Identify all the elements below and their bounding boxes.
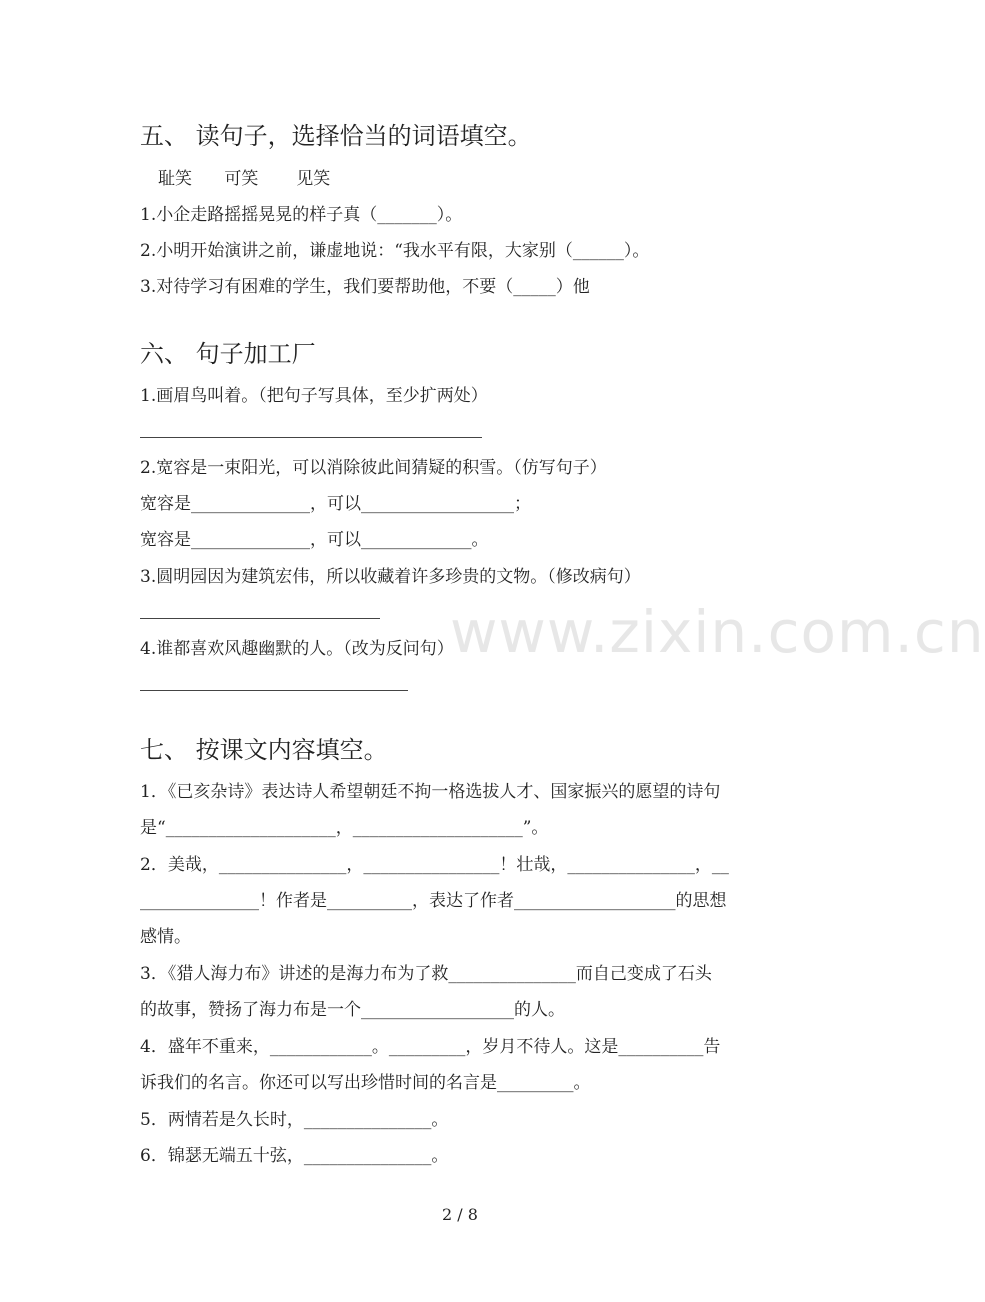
page-number: 2 / 8 [442, 1205, 478, 1224]
section-7-line-7: 的故事，赞扬了海力布是一个__________________的人。 [140, 1000, 565, 1020]
section-6-imitation-1: 宽容是______________，可以__________________； [140, 494, 531, 514]
section-7-line-5: 感情。 [140, 927, 191, 947]
section-7-line-9: 诉我们的名言。你还可以写出珍惜时间的名言是_________。 [140, 1073, 591, 1093]
section-6-imitation-2: 宽容是______________，可以_____________。 [140, 530, 489, 550]
section-7-line-1: 1．《已亥杂诗》表达诗人希望朝廷不拘一格选拔人才、国家振兴的愿望的诗句 [140, 782, 721, 802]
section-6-item-1: 1.画眉鸟叫着。（把句子写具体，至少扩两处） [140, 386, 488, 406]
section-6-item-2: 2.宽容是一束阳光，可以消除彼此间猜疑的积雪。（仿写句子） [140, 458, 607, 478]
answer-line-4 [140, 690, 408, 691]
section-5-item-2: 2.小明开始演讲之前，谦虚地说：“我水平有限，大家别（______）。 [140, 241, 650, 261]
section-6-heading: 六、 句子加工厂 [140, 340, 316, 368]
answer-line-1 [140, 437, 482, 438]
section-5-item-1: 1.小企走路摇摇晃晃的样子真（_______）。 [140, 205, 463, 225]
section-7-line-2: 是“____________________，____________________”。 [140, 818, 549, 838]
section-6-item-3: 3.圆明园因为建筑宏伟，所以收藏着许多珍贵的文物。（修改病句） [140, 567, 641, 587]
section-7-heading: 七、 按课文内容填空。 [140, 736, 388, 764]
section-7-line-3: 2．美哉，_______________，________________！壮哉，_______________，__ [140, 855, 729, 875]
section-7-line-8: 4．盛年不重来，____________。_________，岁月不待人。这是__________告 [140, 1037, 721, 1057]
section-7-line-6: 3．《猎人海力布》讲述的是海力布为了救_______________而自己变成了石头 [140, 964, 712, 984]
section-7-line-11: 6．锦瑟无端五十弦，_______________。 [140, 1146, 449, 1166]
answer-line-3 [140, 618, 380, 619]
section-5-word-choices: 耻笑 可笑 见笑 [158, 169, 331, 189]
watermark: www.zixin.com.cn [450, 598, 985, 666]
section-7-line-10: 5．两情若是久长时，_______________。 [140, 1110, 449, 1130]
section-5-item-3: 3.对待学习有困难的学生，我们要帮助他，不要（_____）他 [140, 277, 590, 297]
section-5-heading: 五、 读句子，选择恰当的词语填空。 [140, 122, 532, 150]
section-6-item-4: 4.谁都喜欢风趣幽默的人。（改为反问句） [140, 639, 454, 659]
section-7-line-4: ______________！作者是__________，表达了作者___________________的思想 [140, 891, 727, 911]
